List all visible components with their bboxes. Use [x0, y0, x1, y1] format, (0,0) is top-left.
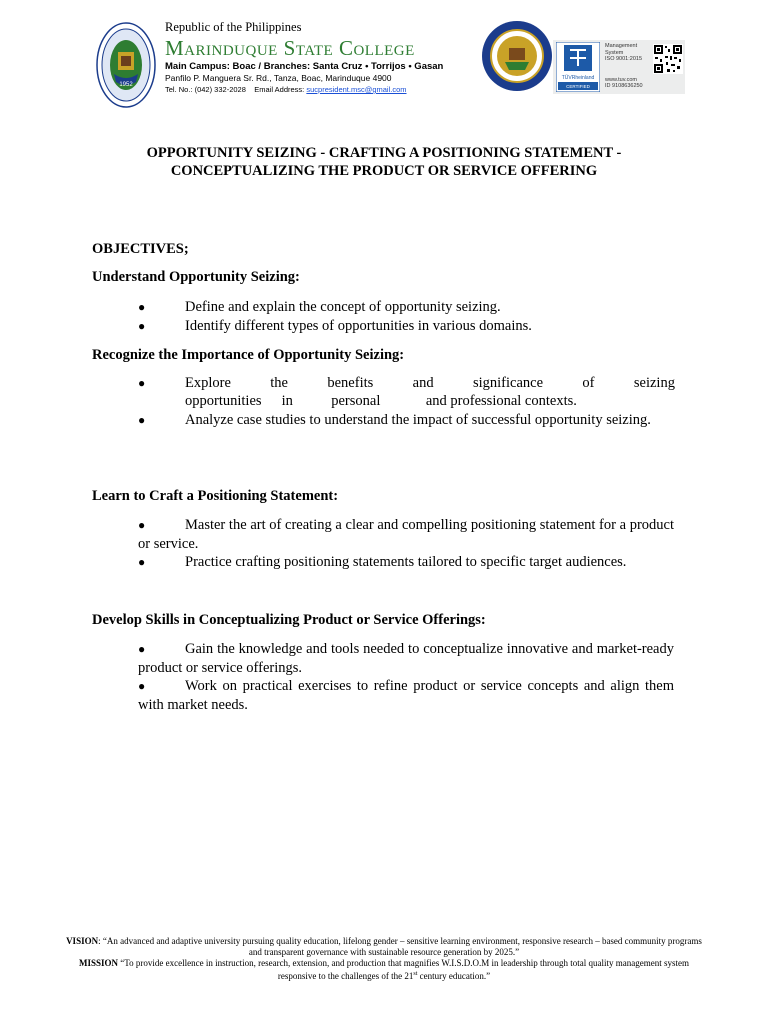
tuv-rheinland-badge-icon: [556, 42, 600, 92]
bullet-text: Analyze case studies to understand the impact of successful opportunity seizing.: [185, 412, 651, 428]
letterhead-text: [165, 20, 465, 95]
bullet-text: Master the art of creating a clear and compelling positioning statement for a product or service.: [138, 517, 674, 552]
bullet-icon: ●: [138, 679, 146, 693]
word: seizing: [633, 375, 675, 391]
vision-mission-footer: [60, 936, 708, 982]
campus-line: Main Campus: Boac / Branches: Santa Cruz • Torrijos • Gasan: [165, 61, 444, 72]
objective-bullet: Identify different types of opportunities in various domains.: [185, 318, 532, 334]
objective-bullet-explore-line-1: [185, 374, 675, 393]
mission-label: MISSION: [79, 958, 119, 968]
tuv-label: TÜVRheinland: [561, 75, 595, 81]
bullet-text: Work on practical exercises to refine product or service concepts and align them with market needs.: [138, 678, 674, 713]
management-system-label: Management System: [605, 43, 638, 56]
college-name: Marinduque State College: [165, 36, 415, 60]
vision-text: “An advanced and adaptive university pursuing quality education, lifelong gender – sensitive learning environment, responsive research – based community programs and transparent governance with sustainable resource generation by 2025.”: [102, 936, 702, 957]
mission-text-end: century education.”: [417, 971, 491, 981]
mission-statement: [60, 958, 708, 982]
word: personal: [331, 393, 381, 409]
word: significance: [472, 375, 544, 391]
iso-standard-label: ISO 9001:2015: [605, 56, 643, 62]
objective-bullet: Define and explain the concept of opportunity seizing.: [185, 299, 501, 315]
word: benefits: [327, 375, 374, 391]
document-title: [84, 144, 684, 180]
objective-bullet: [138, 640, 674, 677]
certificate-id: ID 9108636250: [605, 83, 643, 89]
objective-bullet: [138, 516, 674, 553]
word: Explore: [185, 375, 231, 391]
bullet-icon: ●: [138, 518, 146, 532]
objective-bullet-explore-line-2: [185, 392, 585, 411]
objective-bullet: Practice crafting positioning statements tailored to specific target audiences.: [185, 554, 627, 570]
mission-text: “To provide excellence in instruction, research, extension, and production that magnifies W.I.S.D.O.M in leadership through total quality management system responsive to the challenges of the 21: [120, 958, 689, 981]
bullet-icon: ●: [138, 319, 146, 333]
certification-text: [605, 43, 651, 90]
bullet-icon: ●: [138, 300, 146, 314]
title-line-1: OPPORTUNITY SEIZING - CRAFTING A POSITIONING STATEMENT -: [146, 145, 622, 161]
title-line-2: CONCEPTUALIZING THE PRODUCT OR SERVICE OFFERING: [170, 163, 598, 179]
word: of: [582, 375, 595, 391]
bullet-text: Gain the knowledge and tools needed to conceptualize innovative and market-ready product or service offerings.: [138, 641, 674, 676]
tel-number: Tel. No.: (042) 332-2028: [165, 85, 246, 94]
word: and: [412, 375, 434, 391]
section-heading: Learn to Craft a Positioning Statement:: [92, 488, 339, 504]
iso-certification-panel: [553, 40, 685, 94]
word: in: [281, 393, 293, 409]
bullet-icon: ●: [138, 642, 146, 656]
mission-superscript: st: [413, 971, 418, 977]
college-seal-logo: [96, 22, 156, 108]
contact-line: [165, 84, 465, 95]
section-heading: Develop Skills in Conceptualizing Product or Service Offerings:: [92, 612, 486, 628]
tuv-website: www.tuv.com: [605, 76, 637, 83]
word: the: [270, 375, 288, 391]
certified-label: CERTIFIED: [566, 84, 590, 89]
section-heading: Recognize the Importance of Opportunity Seizing:: [92, 347, 405, 363]
qr-code-icon: [653, 44, 683, 74]
republic-line: Republic of the Philippines: [165, 20, 302, 34]
email-link[interactable]: sucpresident.msc@gmail.com: [306, 85, 407, 94]
objective-bullet: [138, 677, 674, 714]
school-of-education-seal: [481, 16, 553, 96]
bullet-icon: ●: [138, 413, 146, 427]
word: opportunities: [185, 393, 262, 409]
objectives-label: OBJECTIVES;: [92, 241, 189, 257]
vision-label: VISION: [66, 936, 99, 946]
seal-year: 1952: [119, 82, 133, 88]
objective-bullet: [138, 411, 674, 430]
word: and professional contexts.: [425, 393, 577, 409]
address-line: Panfilo P. Manguera Sr. Rd., Tanza, Boac, Marinduque 4900: [165, 73, 392, 83]
email-label: Email Address:: [254, 85, 305, 94]
vision-statement: VISION: “An advanced and adaptive university pursuing quality education, lifelong gender – sensitive learning environment, responsive research – based community programs and transparent governance with sustainable resource generation by 2025.”: [66, 936, 702, 957]
section-heading: Understand Opportunity Seizing:: [92, 269, 300, 285]
bullet-icon: ●: [138, 555, 146, 569]
bullet-icon: ●: [138, 376, 146, 390]
